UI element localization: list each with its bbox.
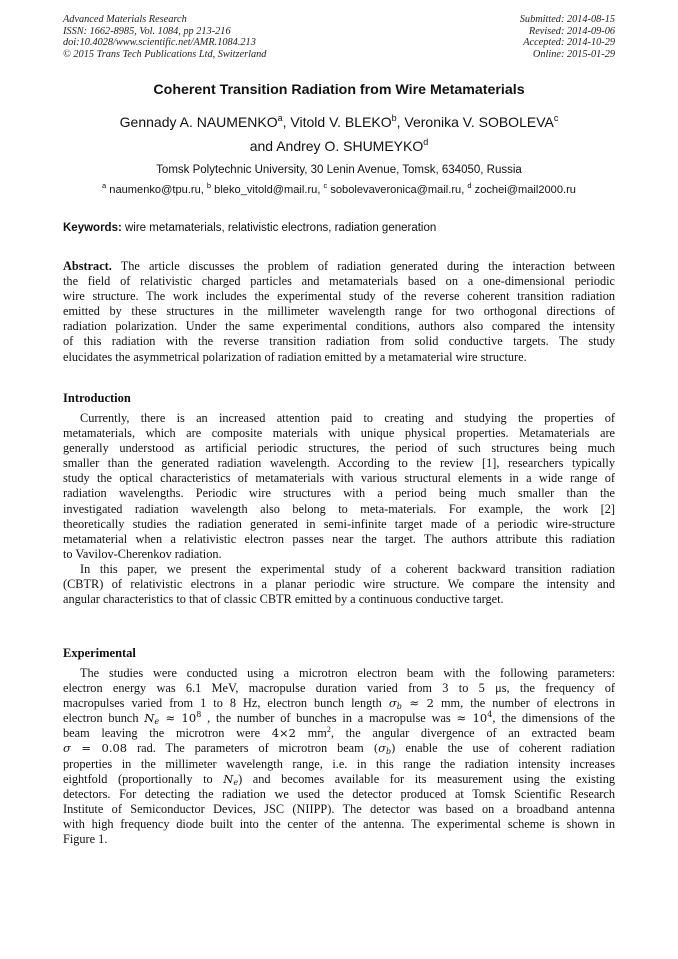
journal-info bbox=[63, 14, 266, 60]
intro-line: metamaterials, which are composite materials with unique physical properties. Metamaterials are bbox=[63, 426, 615, 441]
abstract-line: wire structure. The work includes the experimental study of the reverse coherent transition radiation bbox=[63, 289, 615, 304]
author-and: and bbox=[249, 138, 274, 154]
exp-line: with high frequency diode built into the center of the antenna. The experimental scheme is shown in bbox=[63, 816, 615, 831]
math-ne: $N_e$ bbox=[223, 771, 239, 787]
math-exponent: 8 bbox=[196, 710, 202, 720]
math-divergence: σ = 0.08 bbox=[63, 741, 128, 756]
section-heading-experimental: Experimental bbox=[63, 646, 136, 660]
date-accepted: Accepted: 2014-10-29 bbox=[523, 37, 615, 49]
math-value: = 0.08 bbox=[81, 741, 128, 756]
intro-line: (CBTR) of relativistic electrons in a planar periodic wire structure. We compare the intensity and bbox=[63, 577, 615, 592]
exp-text: ) and becomes available for its measurement using the existing bbox=[238, 771, 615, 786]
intro-line: metamaterial when a relativistic electron passes near the target. The authors attribute this radiation bbox=[63, 531, 615, 546]
email-sup: b bbox=[206, 181, 212, 190]
date-revised: Revised: 2014-09-06 bbox=[528, 25, 615, 37]
exp-line: Figure 1. bbox=[63, 832, 108, 847]
math-electrons-per-bunch: $N_e \approx 10^8$ bbox=[144, 710, 202, 727]
author-affil-sup: d bbox=[423, 137, 429, 147]
author-affil-sup: a bbox=[277, 113, 283, 123]
affiliation: Tomsk Polytechnic University, 30 Lenin Avenue, Tomsk, 634050, Russia bbox=[156, 164, 522, 176]
section-heading-introduction: Introduction bbox=[63, 391, 131, 405]
unit-exponent: 2 bbox=[326, 725, 331, 735]
abstract-line bbox=[63, 259, 615, 274]
intro-line: smaller than the generated radiation wavelength. According to the review [1], researchers typically bbox=[63, 456, 615, 471]
email-link[interactable]: naumenko@tpu.ru bbox=[109, 184, 201, 196]
exp-text: , the dimensions of the bbox=[492, 711, 615, 726]
exp-text: enable the use of coherent radiation bbox=[395, 741, 615, 756]
author-affil-sup: b bbox=[391, 113, 397, 123]
author-line-1: Gennady A. NAUMENKO$^a$, Vitold V. BLEKO$^b$, Veronika V. SOBOLEVA$^c$ bbox=[119, 113, 559, 130]
author-name: Gennady A. NAUMENKO bbox=[119, 114, 278, 130]
exp-text: mm bbox=[296, 726, 327, 741]
exp-text: mm, the number of electrons in bbox=[433, 696, 616, 711]
abstract-line: elucidates the asymmetrical polarization of radiation emitted by a metamaterial wire structure. bbox=[63, 349, 527, 364]
abstract-label: Abstract. bbox=[63, 259, 112, 273]
email-sup: a bbox=[102, 181, 107, 190]
abstract-text: The article discusses the problem of radiation generated during the interaction between bbox=[111, 259, 615, 273]
exp-line bbox=[63, 711, 615, 726]
exp-line bbox=[63, 696, 615, 711]
email-sup: c bbox=[323, 181, 328, 190]
experimental-body bbox=[63, 666, 615, 847]
date-submitted: Submitted: 2014-08-15 bbox=[519, 14, 615, 25]
author-line-2 bbox=[0, 134, 678, 158]
math-value: ≈ 10 bbox=[165, 711, 197, 726]
math-exponent: 4 bbox=[487, 710, 493, 720]
intro-line: theoretically studies the radiation generated in semi-infinite target made of a periodic wire-structure bbox=[63, 516, 615, 531]
journal-issn: ISSN: 1662-8985, Vol. 1084, pp 213-216 bbox=[63, 25, 231, 37]
journal-name: Advanced Materials Research bbox=[63, 14, 187, 25]
email-link[interactable]: zochei@mail2000.ru bbox=[474, 184, 576, 196]
author-name: Andrey O. SHUMEYKO bbox=[276, 138, 424, 154]
email-link[interactable]: bleko_vitold@mail.ru bbox=[214, 184, 318, 196]
journal-doi: doi:10.4028/www.scientific.net/AMR.1084.213 bbox=[63, 37, 256, 49]
intro-line: study the optical characteristics of metamaterials with various structural elements in a wide range of bbox=[63, 471, 615, 486]
exp-line: properties in the millimeter wavelength range, i.e. in this range the radiation intensity increases bbox=[63, 756, 615, 771]
exp-text: macropulses varied from 1 to 8 Hz, electron bunch length bbox=[63, 696, 389, 711]
exp-text: beam leaving the microtron were bbox=[63, 726, 272, 741]
abstract bbox=[63, 259, 615, 365]
exp-line: detectors. For detecting the radiation we used the detector produced at Tomsk Scientific Research bbox=[63, 786, 615, 801]
journal-copyright: © 2015 Trans Tech Publications Ltd, Switzerland bbox=[63, 48, 267, 60]
email-link[interactable]: sobolevaveronica@mail.ru bbox=[330, 184, 462, 196]
exp-line: electron energy was 6.1 MeV, macropulse duration varied from 3 to 5 μs, the frequency of bbox=[63, 681, 615, 696]
intro-line: generally understood as artificial periodic structures, the period of such structures being much bbox=[63, 441, 615, 456]
exp-line bbox=[63, 772, 615, 787]
intro-line: angular characteristics to that of classic CBTR emitted by a continuous conductive target. bbox=[63, 592, 504, 607]
author-name: Veronika V. SOBOLEVA bbox=[404, 114, 554, 130]
exp-line: The studies were conducted using a microtron electron beam with the following parameters: bbox=[80, 666, 615, 680]
author-list bbox=[0, 110, 678, 158]
abstract-line: emitted by these structures in the millimeter wavelength range for two orthogonal directions of bbox=[63, 304, 615, 319]
exp-line: Institute of Semiconductor Devices, JSC (NIIPP). The detector was based on a broadband antenna bbox=[63, 801, 615, 816]
date-online: Online: 2015-01-29 bbox=[532, 48, 615, 60]
intro-line: Currently, there is an increased attention paid to creating and studying the properties of bbox=[80, 411, 615, 425]
exp-line bbox=[63, 726, 615, 741]
math-bunches-per-macropulse bbox=[457, 711, 493, 725]
introduction-body bbox=[63, 411, 615, 607]
keywords-label: Keywords: bbox=[63, 222, 122, 234]
paper-title: Coherent Transition Radiation from Wire Metamaterials bbox=[153, 82, 525, 98]
author-name: Vitold V. BLEKO bbox=[290, 114, 392, 130]
submission-dates bbox=[520, 14, 615, 60]
exp-text: electron bunch bbox=[63, 711, 145, 726]
intro-line: In this paper, we present the experimental study of a coherent backward transition radiation bbox=[80, 561, 615, 576]
abstract-line: radiation polarization. Under the same experimental conditions, authors also compared the intensity bbox=[63, 319, 615, 334]
exp-text: rad. The parameters of microtron beam bbox=[127, 741, 374, 756]
intro-line: radiation wavelengths. Periodic wire structures with a period being much smaller than the bbox=[63, 486, 615, 501]
abstract-line: of this radiation with the reverse transition radiation from solid conductive targets. The study bbox=[63, 334, 615, 349]
author-emails: $^a$ naumenko@tpu.ru, $^b$ bleko_vitold@mail.ru, $^c$ sobolevaveronica@mail.ru, $^d$ zochei@mail2000.ru bbox=[102, 181, 576, 196]
intro-line: to Vavilov-Cherenkov radiation. bbox=[63, 546, 222, 561]
math-value: ≈ 2 bbox=[409, 696, 434, 711]
exp-text: eightfold (proportionally to bbox=[63, 771, 224, 786]
math-bunch-length: $\sigma_b \approx 2$ bbox=[388, 696, 434, 712]
exp-text: , the number of bunches in a macropulse was bbox=[201, 711, 457, 726]
math-beam-dimensions: 4×2 bbox=[271, 726, 297, 741]
author-affil-sup: c bbox=[553, 113, 559, 123]
abstract-line: the field of relativistic charged particles and metamaterials based on a one-dimensional periodic bbox=[63, 274, 615, 289]
keywords-text: wire metamaterials, relativistic electrons, radiation generation bbox=[121, 222, 437, 234]
math-sigma-b: $(\sigma_b)$ bbox=[373, 741, 396, 757]
intro-line: investigated radiation wavelength also belong to meta-materials. For example, the work [2] bbox=[63, 501, 615, 516]
math-value: ≈ 10 bbox=[456, 711, 488, 726]
exp-text: , the angular divergence of an extracted beam bbox=[330, 726, 615, 741]
exp-line bbox=[63, 741, 615, 756]
email-sup: d bbox=[467, 181, 472, 190]
keywords bbox=[63, 222, 623, 234]
